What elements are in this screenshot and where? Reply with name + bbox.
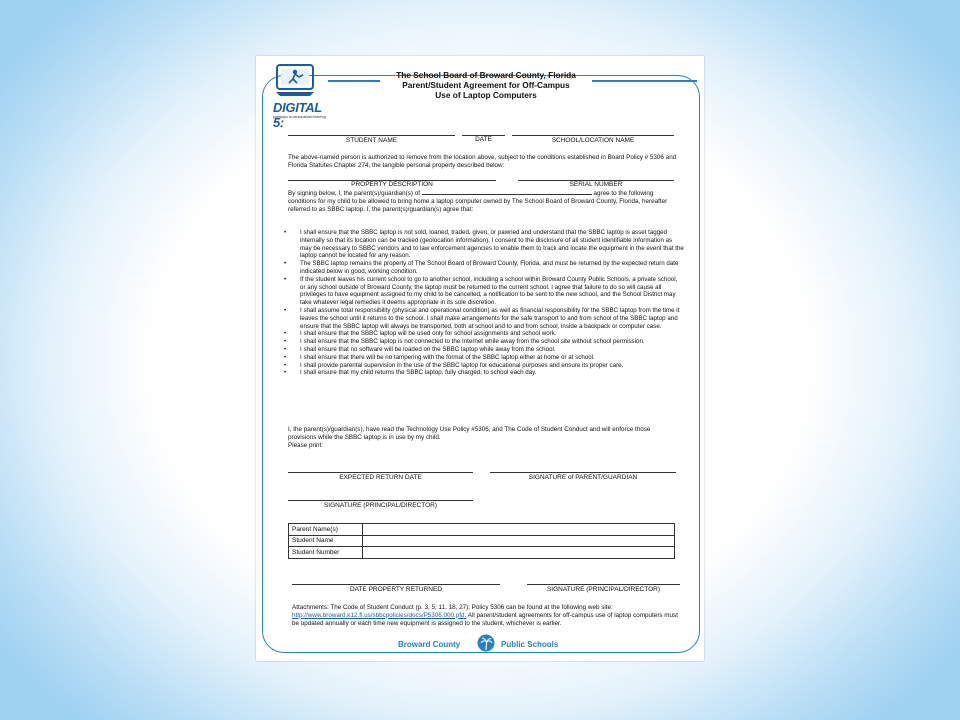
conditions-list <box>284 229 684 377</box>
header-line-3: Use of Laptop Computers <box>435 90 537 100</box>
expected-return-date-line[interactable] <box>288 472 473 473</box>
table-row <box>289 547 675 559</box>
digital5-logo <box>268 62 326 130</box>
document-page <box>256 56 704 661</box>
student-name-line[interactable] <box>288 135 455 136</box>
parent-signature-line[interactable] <box>490 472 676 473</box>
student-name-field[interactable] <box>363 535 675 547</box>
list-item: • I shall ensure that the SBBC laptop is not sold, loaned, traded, given, or pawned and understand that the SBBC laptop is asset tagged internally so that its location can be tracked (geolocation information). I consent to the disclosure of all student identifiable information as may be necessary to SBBC vendors and to law enforcement agencies to enable them to track and locate the equipment in the event that the laptop cannot be located for any reason. <box>284 229 684 260</box>
list-item: • If the student leaves his current school to go to another school, including a school within Broward County Public Schools, a private school, or any school outside of Broward County, the laptop must be returned to the current school. I agree that failure to do so will cause all privileges to have equipment assigned to my child to be cancelled, a notification to be sent to the new school, and the School District may take whatever legal remedies it deems appropriate in its sole discretion. <box>284 276 684 307</box>
serial-number-label: SERIAL NUMBER <box>569 181 623 188</box>
principal-signature-label: SIGNATURE (PRINCIPAL/DIRECTOR) <box>323 502 438 509</box>
date-label: DATE <box>475 136 492 143</box>
list-item: • The SBBC laptop remains the property of The School Board of Broward County, Florida, and must be returned by the expected return date indicated below in good, working condition. <box>284 260 684 276</box>
signing-paragraph <box>288 189 678 213</box>
policy-link[interactable]: http://www.broward.k12.fl.us/sbbcpolicies/docs/P5306.000.pfd. <box>292 611 467 619</box>
date-returned-line[interactable] <box>292 584 500 585</box>
table-cell-label: Student Number <box>289 547 363 559</box>
list-item: • I shall ensure that the SBBC laptop is not connected to the Internet while away from the school site without school permission. <box>284 338 684 346</box>
student-number-field[interactable] <box>363 547 675 559</box>
school-line[interactable] <box>512 135 674 136</box>
header-rule-left <box>328 80 380 82</box>
list-item: • I shall provide parental supervision in the use of the SBBC laptop for educational purposes and ensure its proper care. <box>284 362 684 370</box>
list-item: • I shall ensure that there will be no tampering with the format of the SBBC laptop either at home or at school. <box>284 354 684 362</box>
please-print-label: Please print: <box>288 442 324 449</box>
parent-names-field[interactable] <box>363 524 675 536</box>
header-line-2: Parent/Student Agreement for Off-Campus <box>402 80 570 90</box>
list-item: • I shall ensure that the SBBC laptop will be used only for school assignments and school work. <box>284 330 684 338</box>
header-line-1: The School Board of Broward County, Florida <box>396 70 576 80</box>
table-row <box>289 535 675 547</box>
attachments-tail: All parent/student agreements for off-campus use of laptop computers must be updated annually or each time new equipment is assigned to the student, whichever is earlier. <box>292 611 678 627</box>
principal-signature-2-line[interactable] <box>527 584 680 585</box>
logo-title: DIGITAL 5: <box>273 100 322 130</box>
date-returned-label: DATE PROPERTY RETURNED <box>349 586 443 593</box>
header-rule-right <box>592 80 697 82</box>
table-cell-label: Student Name <box>289 535 363 547</box>
footer-public-schools: Public Schools <box>501 640 559 649</box>
principal-signature-line[interactable] <box>288 500 473 501</box>
parent-signature-label: SIGNATURE of PARENT/GUARDIAN <box>528 474 638 481</box>
student-info-table <box>288 523 675 559</box>
signing-part-1: By signing below, I, the parent(s)/guardian(s) of <box>288 190 420 197</box>
attachments-lead: Attachments: The Code of Student Conduct (p. 3, 5, 11, 18, 27); Policy 5306 can be found at the following web site: <box>292 604 613 611</box>
intro-paragraph: The above-named person is authorized to remove from the location above, subject to the conditions established in Board Policy # 5306 and Florida Statutes Chapter 274, the tangible personal property described below: <box>288 154 677 169</box>
footer-broward-county: Broward County <box>398 640 461 649</box>
signing-part-2: agree to the following <box>593 190 654 197</box>
property-description-label: PROPERTY DESCRIPTION <box>351 181 433 188</box>
palm-tree-icon <box>477 634 495 652</box>
document-header <box>386 70 586 100</box>
list-item: • I shall ensure that no software will be loaded on the SBBC laptop while away from the school. <box>284 346 684 354</box>
student-name-label: STUDENT NAME <box>345 137 398 144</box>
expected-return-date-label: EXPECTED RETURN DATE <box>339 474 422 481</box>
signing-part-3: conditions for my child to be allowed to bring home a laptop computer owned by The School Board of Broward County, Florida, hereafter referred to as SBBC laptop. I, the parent(s)/guardian(s) agree that: <box>288 197 668 213</box>
principal-signature-2-label: SIGNATURE (PRINCIPAL/DIRECTOR) <box>546 586 661 593</box>
attachments-paragraph <box>292 604 678 627</box>
table-row <box>289 524 675 536</box>
table-cell-label: Parent Name(s) <box>289 524 363 536</box>
school-label: SCHOOL/LOCATION NAME <box>551 137 635 144</box>
acknowledgement-paragraph: I, the parent(s)/guardian(s), have read the Technology Use Policy #5306, and The Code of Student Conduct and will enforce those provisions while the SBBC laptop is in use by my child. <box>288 426 651 441</box>
list-item: • I shall assume total responsibility (physical and operational condition) as well as financial responsibility for the SBBC laptop from the time it leaves the school until it returns to the school. I shall make arrangements for the safe transport to and from school of the SBBC laptop and ensure that the SBBC laptop will always be transported, both at school and to and from school, inside a backpack or computer case. <box>284 307 684 330</box>
logo-tagline: pathways to personalized learning <box>273 115 326 119</box>
computer-figure-icon <box>274 62 318 98</box>
list-item: • I shall ensure that my child returns the SBBC laptop, fully charged, to school each day. <box>284 369 684 377</box>
child-name-blank[interactable] <box>422 189 592 195</box>
